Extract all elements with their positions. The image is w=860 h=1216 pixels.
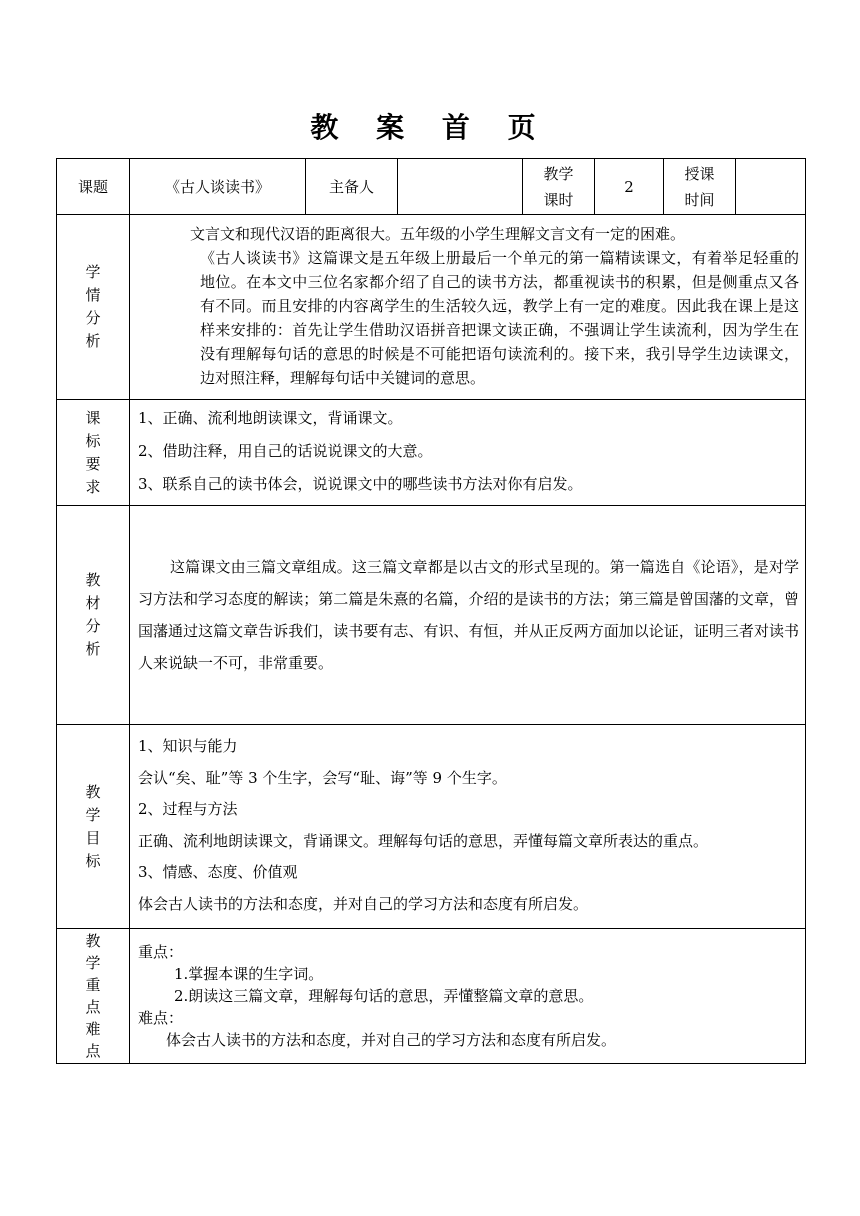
preparer-value [398, 159, 523, 215]
key-item: 2.朗读这三篇文章，理解每句话的意思，弄懂整篇文章的意思。 [174, 987, 594, 1005]
label-char: 分 [85, 617, 101, 635]
label-char: 析 [85, 640, 101, 658]
preparer-label: 主备人 [306, 159, 398, 215]
student-analysis-row [57, 215, 806, 400]
lesson-plan-table [56, 158, 806, 1064]
label-char: 目 [85, 828, 101, 847]
time-label-line2: 时间 [684, 190, 715, 209]
label-char: 求 [85, 477, 101, 496]
label-char: 难 [85, 1020, 101, 1038]
label-char: 学 [85, 954, 101, 972]
hours-label [523, 159, 595, 215]
label-char: 教 [85, 932, 101, 950]
label-char: 学 [85, 263, 101, 281]
label-char: 教 [85, 571, 101, 589]
difficult-text: 体会古人读书的方法和态度，并对自己的学习方法和态度有所启发。 [166, 1031, 617, 1049]
label-char: 要 [85, 454, 101, 473]
objective-line: 正确、流利地朗读课文，背诵课文。理解每句话的意思，弄懂每篇文章所表达的重点。 [138, 831, 709, 850]
objective-line: 3、情感、态度、价值观 [138, 863, 298, 881]
curriculum-content [130, 400, 806, 506]
student-analysis-paragraph2: 《古人谈读书》这篇课文是五年级上册最后一个单元的第一篇精读课文，有着举足轻重的地位。在本文中三位名家都介绍了自己的读书方法，都重视读书的积累，但是侧重点又各有不同。而且安排的内容离学生的生活较久远，教学上有一定的难度。因此我在课上是这样来安排的：首先让学生借助汉语拼音把课文读正确，不强调让学生读流利，因为学生在没有理解每句话的意思的时候是不可能把语句读流利的。接下来，我引导学生边读课文，边对照注释，理解每句话中关键词的意思。 [200, 249, 799, 387]
key-heading: 重点： [138, 943, 184, 961]
hours-label-line2: 课时 [543, 190, 574, 209]
time-label-line1: 授课 [684, 164, 715, 183]
key-item: 1.掌握本课的生字词。 [174, 965, 324, 983]
curriculum-item: 3、联系自己的读书体会，说说课文中的哪些读书方法对你有启发。 [138, 475, 583, 493]
objective-line: 会认“矣、耻”等 3 个生字，会写“耻、诲”等 9 个生字。 [138, 768, 507, 787]
objective-line: 2、过程与方法 [138, 800, 238, 818]
label-char: 点 [85, 998, 101, 1016]
label-char: 材 [85, 594, 101, 612]
objective-line: 1、知识与能力 [138, 737, 238, 755]
label-char: 学 [85, 805, 101, 824]
key-points-row [57, 929, 806, 1064]
curriculum-row [57, 400, 806, 506]
label-char: 教 [85, 782, 101, 801]
time-label [664, 159, 736, 215]
page-title: 教 案 首 页 [310, 111, 550, 144]
objectives-row [57, 725, 806, 929]
difficult-heading: 难点： [138, 1009, 184, 1027]
hours-label-line1: 教学 [543, 164, 574, 183]
material-analysis-content: 这篇课文由三篇文章组成。这三篇文章都是以古文的形式呈现的。第一篇选自《论语》，是对学习方法和学习态度的解读；第二篇是朱熹的名篇，介绍的是读书的方法；第三篇是曾国藩的文章，曾国藩通过这篇文章告诉我们，读书要有志、有识、有恒，并从正反两方面加以论证，证明三者对读书人来说缺一不可，非常重要。 [130, 506, 806, 725]
label-char: 析 [85, 332, 101, 350]
time-value [736, 159, 806, 215]
student-analysis-content [130, 215, 806, 400]
objectives-label [57, 725, 130, 929]
material-analysis-label [57, 506, 130, 725]
label-char: 课 [85, 408, 101, 427]
key-points-label [57, 929, 130, 1064]
course-label: 课题 [57, 159, 130, 215]
curriculum-item: 2、借助注释，用自己的话说说课文的大意。 [138, 442, 433, 460]
material-analysis-row [57, 506, 806, 725]
label-char: 情 [85, 286, 101, 304]
objectives-content [130, 725, 806, 929]
label-char: 点 [85, 1042, 101, 1060]
course-value: 《古人谈读书》 [130, 159, 306, 215]
hours-value: 2 [595, 159, 664, 215]
label-char: 重 [85, 976, 101, 994]
student-analysis-label [57, 215, 130, 400]
curriculum-item: 1、正确、流利地朗读课文，背诵课文。 [138, 409, 403, 427]
key-points-content [130, 929, 806, 1064]
label-char: 标 [85, 431, 101, 450]
label-char: 标 [85, 851, 101, 870]
header-row [57, 159, 806, 215]
student-analysis-paragraph1: 文言文和现代汉语的距离很大。五年级的小学生理解文言文有一定的困难。 [190, 225, 686, 243]
objective-line: 体会古人读书的方法和态度，并对自己的学习方法和态度有所启发。 [138, 894, 589, 913]
curriculum-label [57, 400, 130, 506]
label-char: 分 [85, 309, 101, 327]
